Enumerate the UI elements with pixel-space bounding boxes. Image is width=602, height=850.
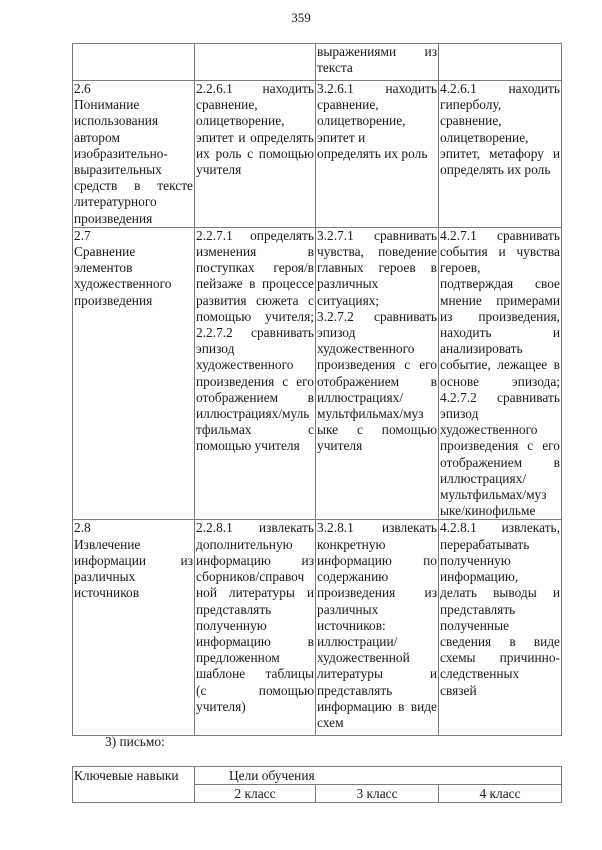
cell-text-line: содержанию (317, 569, 389, 585)
cell-text-line: полученные (440, 617, 510, 633)
cell-text-line: связей (440, 682, 477, 698)
skill-description (74, 537, 193, 602)
cell-text-line: мультфильмах/муз (317, 406, 424, 422)
cell-text-line: представлять (317, 682, 393, 698)
cell-text-line: отображением в (440, 454, 560, 470)
grade4-cell (439, 44, 562, 81)
cell-text-line: ыке с помощью (317, 422, 437, 438)
learning-objectives-table (72, 43, 562, 736)
section-label-writing: 3) письмо: (105, 734, 165, 749)
cell-text-line: изобразительно- (74, 145, 168, 161)
cell-text-line: 3.2.8.1 извлекать (317, 520, 437, 536)
cell-text-line: предложенном (196, 650, 280, 666)
cell-text-line: сравнение, (440, 113, 502, 129)
cell-text-line: полученную (196, 617, 267, 633)
cell-text-line: художественной (317, 650, 410, 666)
cell-text-line: олицетворение, (196, 113, 285, 129)
cell-text-line: автором (74, 129, 120, 145)
cell-text-line: главных героев в (317, 260, 437, 276)
table-row-continuation (73, 44, 562, 81)
skill-cell (73, 81, 195, 228)
grade3-cell (316, 44, 439, 81)
cell-text-line: анализировать (440, 341, 523, 357)
cell-text-line: ыке/кинофильме (440, 503, 536, 519)
cell-text-line: представлять (440, 601, 516, 617)
cell-text-line: эпитет и определять (196, 129, 314, 145)
cell-text-line: мультфильмах/муз (440, 487, 547, 503)
cell-text-line: из произведения, (440, 308, 560, 324)
cell-text-line: 2.2.7.2 сравнивать (196, 325, 314, 341)
skill-description (74, 244, 193, 309)
cell-text-line: художественного (74, 276, 172, 292)
cell-text-line: различных (317, 276, 379, 292)
cell-text-line: 4.2.6.1 находить (440, 81, 560, 96)
cell-text-line: полученную (440, 552, 511, 568)
cell-text-line: сравнение, (317, 97, 379, 113)
writing-skills-table (72, 766, 562, 803)
cell-text-line: использования (74, 113, 159, 129)
cell-text-line: 4.2.8.1 извлекать, (440, 520, 560, 536)
cell-text-line: произведения из (317, 585, 437, 601)
skill-cell (73, 520, 195, 736)
grade-3-header: 3 класс (316, 785, 439, 803)
cell-text-line: определять их роль (440, 162, 551, 178)
cell-text-line: эпизод (196, 341, 235, 357)
cell-text-line: иллюстрациях/ (440, 470, 527, 486)
cell-text-line: художественного (317, 341, 415, 357)
grade-2-header: 2 класс (195, 785, 316, 803)
cell-text-line: героев, (440, 260, 481, 276)
cell-text-line: помощью учителя; (196, 308, 314, 324)
cell-text-line: представлять (196, 601, 272, 617)
cell-text-line: различных (74, 569, 136, 585)
cell-text-line: иллюстрациях/ (317, 389, 404, 405)
cell-text-line: схем (317, 714, 344, 730)
grade2-cell (195, 520, 316, 736)
cell-text-line: изменения в (196, 244, 314, 260)
cell-text-line: эпизод (317, 325, 356, 341)
cell-text-line: художественного (440, 422, 538, 438)
grade4-cell (439, 227, 562, 520)
cell-text-line: события и чувства (440, 244, 560, 260)
cell-text-line: учителя (317, 438, 363, 454)
cell-text-line: ситуациях; (317, 292, 380, 308)
cell-text-line: схемы причинно- (440, 650, 560, 666)
cell-text-line: пейзаже в процессе (196, 276, 314, 292)
cell-text-line: Сравнение (74, 244, 136, 260)
cell-text-line: учителя (196, 162, 242, 178)
cell-text-line: (с помощью (196, 682, 314, 698)
cell-text-line: событие, лежащее в (440, 357, 560, 373)
cell-text-line: 2.2.6.1 находить (196, 81, 314, 96)
cell-text-line: шаблоне таблицы (196, 666, 314, 682)
cell-text-line: основе эпизода; (440, 373, 560, 389)
cell-text-line: 3.2.6.1 находить (317, 81, 437, 96)
cell-text-line: следственных (440, 666, 520, 682)
cell-text-line: поступках героя/в (196, 260, 314, 276)
cell-text-line: находить и (440, 325, 560, 341)
cell-text-line: 4.2.7.1 сравнивать (440, 227, 560, 243)
cell-text-line: информацию в (196, 633, 314, 649)
grade4-cell (439, 81, 562, 228)
grade-4-header: 4 класс (439, 785, 562, 803)
key-skills-header: Ключевые навыки (73, 767, 195, 803)
cell-text-line: эпитет и (317, 129, 366, 145)
skill-code: 2.7 (74, 227, 91, 243)
cell-text-line: 4.2.7.2 сравнивать (440, 389, 560, 405)
table-row (73, 81, 562, 228)
cell-text-line: конкретную (317, 536, 386, 552)
table-row (73, 227, 562, 520)
cell-text-line: отображением в (196, 389, 314, 405)
cell-text-line: текста (317, 60, 353, 76)
cell-text-line: иллюстрациях/муль (196, 406, 310, 422)
cell-text-line: олицетворение, (440, 129, 529, 145)
cell-text-line: Понимание (74, 97, 140, 113)
cell-text-line: информацию в виде (317, 698, 437, 714)
cell-text-line: произведения с его (317, 357, 437, 373)
cell-text-line: сравнение, (196, 97, 258, 113)
cell-text-line: информации из (74, 552, 193, 568)
cell-text-line: 3.2.7.2 сравнивать (317, 308, 437, 324)
cell-text-line: иллюстрации/ (317, 633, 398, 649)
cell-text-line: различных (317, 601, 379, 617)
cell-text-line: произведения (74, 210, 153, 226)
cell-text-line: источников (74, 585, 140, 601)
skill-code: 2.6 (74, 81, 91, 96)
cell-text-line: литературы и (317, 666, 437, 682)
cell-text-line: определять их роль (317, 145, 428, 161)
cell-text-line: Извлечение (74, 536, 141, 552)
cell-text-line: выражениями из (317, 44, 437, 59)
header-row (73, 767, 562, 785)
cell-text-line: учителя) (196, 698, 246, 714)
cell-text-line: гиперболу, (440, 97, 502, 113)
cell-text-line: мнение примерами (440, 292, 560, 308)
cell-text-line: отображением в (317, 373, 437, 389)
skill-description (74, 97, 193, 227)
cell-text-line: эпитет, метафору и (440, 145, 560, 161)
cell-text-line: тфильмах с (196, 422, 314, 438)
cell-text-line: литературного (74, 194, 157, 210)
cell-text-line: сборников/справоч (196, 569, 305, 585)
learning-goals-header: Цели обучения (195, 767, 562, 785)
cell-text-line: произведения с его (196, 373, 314, 389)
skill-code: 2.8 (74, 520, 91, 536)
cell-text-line: дополнительную (196, 536, 293, 552)
skill-cell (73, 44, 195, 81)
grade4-cell (439, 520, 562, 736)
cell-text-line: 2.2.7.1 определять (196, 227, 314, 243)
cell-text-line: информацию из (196, 552, 314, 568)
table-row (73, 520, 562, 736)
cell-text-line: помощью учителя (196, 438, 300, 454)
cell-text-line: перерабатывать (440, 536, 530, 552)
cell-text-line: художественного (196, 357, 294, 373)
cell-text-line: чувства, поведение (317, 244, 437, 260)
cell-text-line: источников: (317, 617, 386, 633)
grade2-cell (195, 44, 316, 81)
cell-text-line: 2.2.8.1 извлекать (196, 520, 314, 536)
cell-text-line: выразительных (74, 162, 162, 178)
grade3-cell (316, 520, 439, 736)
grade2-cell (195, 227, 316, 520)
cell-text-line: олицетворение, (317, 113, 406, 129)
grade2-cell (195, 81, 316, 228)
cell-text-line: информацию по (317, 552, 437, 568)
grade3-cell (316, 81, 439, 228)
cell-text-line: 3.2.7.1 сравнивать (317, 227, 437, 243)
cell-text-line: эпизод (440, 406, 479, 422)
cell-text-line: информацию, (440, 569, 519, 585)
cell-text-line: сведения в виде (440, 633, 560, 649)
cell-text-line: элементов (74, 260, 133, 276)
cell-text-line: средств в тексте (74, 178, 193, 194)
cell-text-line: произведения (74, 292, 153, 308)
cell-text-line: развития сюжета с (196, 292, 314, 308)
grade3-cell (316, 227, 439, 520)
cell-text-line: ной литературы и (196, 585, 314, 601)
cell-text-line: подтверждая свое (440, 276, 560, 292)
cell-text-line: их роль с помощью (196, 145, 314, 161)
cell-text-line: произведения с его (440, 438, 560, 454)
cell-text-line: делать выводы и (440, 585, 560, 601)
skill-cell (73, 227, 195, 520)
page-number: 359 (291, 10, 311, 25)
